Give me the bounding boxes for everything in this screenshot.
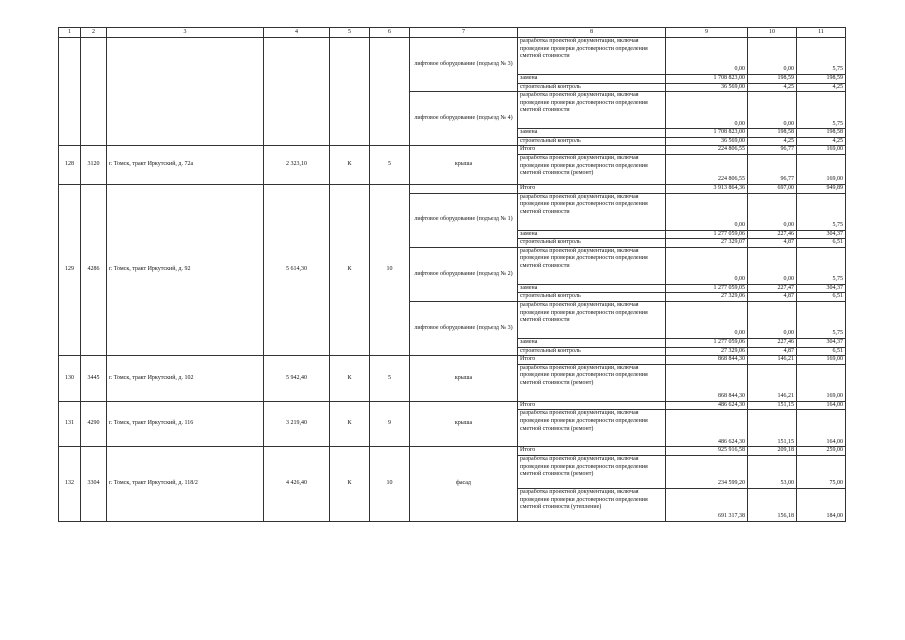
element-cell: крыша — [410, 146, 518, 185]
table-row — [59, 356, 846, 365]
unit-cost-cell: 96,77 — [748, 146, 797, 155]
column-header: 9 — [666, 28, 748, 38]
unit-cost-cell: 96,77 — [748, 154, 797, 184]
limit-cost-cell: 5,75 — [797, 92, 846, 129]
unit-cost-cell: 146,21 — [748, 356, 797, 365]
address-cell: г. Томск, тракт Иркутский, д. 116 — [107, 401, 264, 447]
limit-cost-cell: 4,25 — [797, 137, 846, 146]
table-row — [59, 38, 846, 75]
type-cell: К — [330, 447, 370, 522]
limit-cost-cell: 169,00 — [797, 154, 846, 184]
cost-cell: 36 569,00 — [666, 137, 748, 146]
cost-cell: 0,00 — [666, 92, 748, 129]
limit-cost-cell: 949,89 — [797, 184, 846, 193]
unit-cost-cell: 4,87 — [748, 239, 797, 248]
column-header: 3 — [107, 28, 264, 38]
limit-cost-cell: 6,51 — [797, 347, 846, 356]
element-cell: лифтовое оборудование (подъезд № 2) — [410, 247, 518, 301]
column-header: 2 — [81, 28, 107, 38]
cost-cell: 27 329,06 — [666, 293, 748, 302]
cell-empty — [107, 38, 264, 146]
area-cell: 2 323,10 — [264, 146, 330, 185]
element-cell: фасад — [410, 447, 518, 522]
limit-cost-cell: 5,75 — [797, 38, 846, 75]
unit-cost-cell: 0,00 — [748, 193, 797, 230]
column-header: 1 — [59, 28, 81, 38]
work-cell: замена — [518, 230, 666, 239]
unit-cost-cell: 0,00 — [748, 247, 797, 284]
element-cell: лифтовое оборудование (подъезд № 1) — [410, 193, 518, 247]
column-header: 8 — [518, 28, 666, 38]
limit-cost-cell: 6,51 — [797, 293, 846, 302]
limit-cost-cell: 169,00 — [797, 364, 846, 401]
element-cell: крыша — [410, 356, 518, 402]
limit-cost-cell: 259,00 — [797, 447, 846, 456]
cost-cell: 868 844,30 — [666, 356, 748, 365]
cost-cell: 486 624,30 — [666, 410, 748, 447]
work-cell: разработка проектной документации, включая проведение проверки достоверности определения сметной стоимости (ремонт) — [518, 154, 666, 184]
limit-cost-cell: 304,37 — [797, 230, 846, 239]
building-id: 3445 — [81, 356, 107, 402]
work-cell: разработка проектной документации, включая проведение проверки достоверности определения сметной стоимости — [518, 247, 666, 284]
limit-cost-cell: 184,00 — [797, 488, 846, 521]
column-header: 7 — [410, 28, 518, 38]
work-cell: разработка проектной документации, включая проведение проверки достоверности определения сметной стоимости (ремонт) — [518, 410, 666, 447]
limit-cost-cell: 304,37 — [797, 284, 846, 293]
work-cell: строительный контроль — [518, 347, 666, 356]
cost-cell: 224 806,55 — [666, 154, 748, 184]
row-number: 131 — [59, 401, 81, 447]
cost-cell: 0,00 — [666, 38, 748, 75]
cost-cell: 691 317,38 — [666, 488, 748, 521]
cost-cell: 1 277 059,06 — [666, 230, 748, 239]
cost-cell: 1 277 059,05 — [666, 284, 748, 293]
unit-cost-cell: 227,46 — [748, 230, 797, 239]
limit-cost-cell: 5,75 — [797, 301, 846, 338]
cost-cell: 1 708 823,00 — [666, 75, 748, 84]
unit-cost-cell: 4,25 — [748, 137, 797, 146]
cost-cell: 0,00 — [666, 193, 748, 230]
column-header: 4 — [264, 28, 330, 38]
limit-cost-cell: 169,00 — [797, 146, 846, 155]
unit-cost-cell: 0,00 — [748, 92, 797, 129]
cost-cell: 0,00 — [666, 247, 748, 284]
unit-cost-cell: 227,46 — [748, 338, 797, 347]
unit-cost-cell: 4,87 — [748, 293, 797, 302]
address-cell: г. Томск, тракт Иркутский, д. 102 — [107, 356, 264, 402]
row-number: 128 — [59, 146, 81, 185]
limit-cost-cell: 164,00 — [797, 410, 846, 447]
unit-cost-cell: 151,15 — [748, 401, 797, 410]
table-row — [59, 401, 846, 410]
unit-cost-cell: 151,15 — [748, 410, 797, 447]
building-id: 4286 — [81, 184, 107, 355]
type-cell: К — [330, 146, 370, 185]
work-cell: разработка проектной документации, включая проведение проверки достоверности определения сметной стоимости — [518, 301, 666, 338]
unit-cost-cell: 697,00 — [748, 184, 797, 193]
area-cell: 4 426,40 — [264, 447, 330, 522]
work-cell: Итого — [518, 447, 666, 456]
unit-cost-cell: 198,59 — [748, 75, 797, 84]
unit-cost-cell: 209,18 — [748, 447, 797, 456]
unit-cost-cell: 0,00 — [748, 301, 797, 338]
floors-cell: 9 — [370, 401, 410, 447]
work-cell: разработка проектной документации, включая проведение проверки достоверности определения сметной стоимости — [518, 92, 666, 129]
table-row — [59, 146, 846, 155]
work-cell: замена — [518, 284, 666, 293]
unit-cost-cell: 0,00 — [748, 38, 797, 75]
unit-cost-cell: 4,25 — [748, 83, 797, 92]
floors-cell: 5 — [370, 146, 410, 185]
column-header: 10 — [748, 28, 797, 38]
work-cell: строительный контроль — [518, 239, 666, 248]
cell-empty — [59, 38, 81, 146]
header-row — [59, 28, 846, 38]
element-cell: лифтовое оборудование (подъезд № 4) — [410, 92, 518, 146]
cost-cell: 224 806,55 — [666, 146, 748, 155]
type-cell: К — [330, 184, 370, 355]
limit-cost-cell: 75,00 — [797, 455, 846, 488]
work-cell: Итого — [518, 146, 666, 155]
cell-empty — [81, 38, 107, 146]
work-cell: замена — [518, 338, 666, 347]
capital-repair-table — [58, 27, 846, 522]
cell-empty — [370, 38, 410, 146]
cost-cell: 1 708 823,00 — [666, 129, 748, 138]
building-id: 4290 — [81, 401, 107, 447]
cost-cell: 1 277 059,06 — [666, 338, 748, 347]
row-number: 130 — [59, 356, 81, 402]
floors-cell: 5 — [370, 356, 410, 402]
address-cell: г. Томск, тракт Иркутский, д. 72а — [107, 146, 264, 185]
limit-cost-cell: 198,59 — [797, 75, 846, 84]
column-header: 6 — [370, 28, 410, 38]
unit-cost-cell: 227,47 — [748, 284, 797, 293]
unit-cost-cell: 156,18 — [748, 488, 797, 521]
work-cell: разработка проектной документации, включая проведение проверки достоверности определения сметной стоимости (ремонт) — [518, 364, 666, 401]
work-cell: Итого — [518, 356, 666, 365]
cell-empty — [264, 38, 330, 146]
address-cell: г. Томск, тракт Иркутский, д. 92 — [107, 184, 264, 355]
row-number: 129 — [59, 184, 81, 355]
area-cell: 3 219,40 — [264, 401, 330, 447]
limit-cost-cell: 4,25 — [797, 83, 846, 92]
table-row — [59, 184, 846, 193]
limit-cost-cell: 304,37 — [797, 338, 846, 347]
type-cell: К — [330, 356, 370, 402]
element-cell: лифтовое оборудование (подъезд № 3) — [410, 301, 518, 355]
unit-cost-cell: 53,00 — [748, 455, 797, 488]
cost-cell: 36 569,00 — [666, 83, 748, 92]
work-cell: строительный контроль — [518, 293, 666, 302]
work-cell: замена — [518, 75, 666, 84]
element-cell: крыша — [410, 401, 518, 447]
cost-cell: 868 844,30 — [666, 364, 748, 401]
unit-cost-cell: 198,58 — [748, 129, 797, 138]
building-id: 3120 — [81, 146, 107, 185]
column-header: 11 — [797, 28, 846, 38]
cost-cell: 0,00 — [666, 301, 748, 338]
element-cell: лифтовое оборудование (подъезд № 3) — [410, 38, 518, 92]
limit-cost-cell: 5,75 — [797, 193, 846, 230]
work-cell: Итого — [518, 184, 666, 193]
address-cell: г. Томск, тракт Иркутский, д. 118/2 — [107, 447, 264, 522]
cost-cell: 3 913 864,36 — [666, 184, 748, 193]
column-header: 5 — [330, 28, 370, 38]
work-cell: строительный контроль — [518, 83, 666, 92]
work-cell: Итого — [518, 401, 666, 410]
cell-empty — [330, 38, 370, 146]
limit-cost-cell: 164,00 — [797, 401, 846, 410]
work-cell: строительный контроль — [518, 137, 666, 146]
cost-cell: 234 599,20 — [666, 455, 748, 488]
limit-cost-cell: 6,51 — [797, 239, 846, 248]
cost-cell: 27 329,06 — [666, 347, 748, 356]
work-cell: разработка проектной документации, включая проведение проверки достоверности определения сметной стоимости — [518, 193, 666, 230]
type-cell: К — [330, 401, 370, 447]
building-id: 3304 — [81, 447, 107, 522]
area-cell: 5 942,40 — [264, 356, 330, 402]
work-cell: разработка проектной документации, включая проведение проверки достоверности определения сметной стоимости (ремонт) — [518, 455, 666, 488]
cost-cell: 27 329,07 — [666, 239, 748, 248]
limit-cost-cell: 5,75 — [797, 247, 846, 284]
work-cell: разработка проектной документации, включая проведение проверки достоверности определения сметной стоимости (утепление) — [518, 488, 666, 521]
cell-empty — [410, 184, 518, 193]
work-cell: разработка проектной документации, включая проведение проверки достоверности определения сметной стоимости — [518, 38, 666, 75]
unit-cost-cell: 146,21 — [748, 364, 797, 401]
floors-cell: 10 — [370, 184, 410, 355]
row-number: 132 — [59, 447, 81, 522]
cost-cell: 925 916,58 — [666, 447, 748, 456]
area-cell: 5 614,30 — [264, 184, 330, 355]
cost-cell: 486 624,30 — [666, 401, 748, 410]
limit-cost-cell: 169,00 — [797, 356, 846, 365]
floors-cell: 10 — [370, 447, 410, 522]
unit-cost-cell: 4,87 — [748, 347, 797, 356]
table-row — [59, 447, 846, 456]
limit-cost-cell: 198,58 — [797, 129, 846, 138]
work-cell: замена — [518, 129, 666, 138]
